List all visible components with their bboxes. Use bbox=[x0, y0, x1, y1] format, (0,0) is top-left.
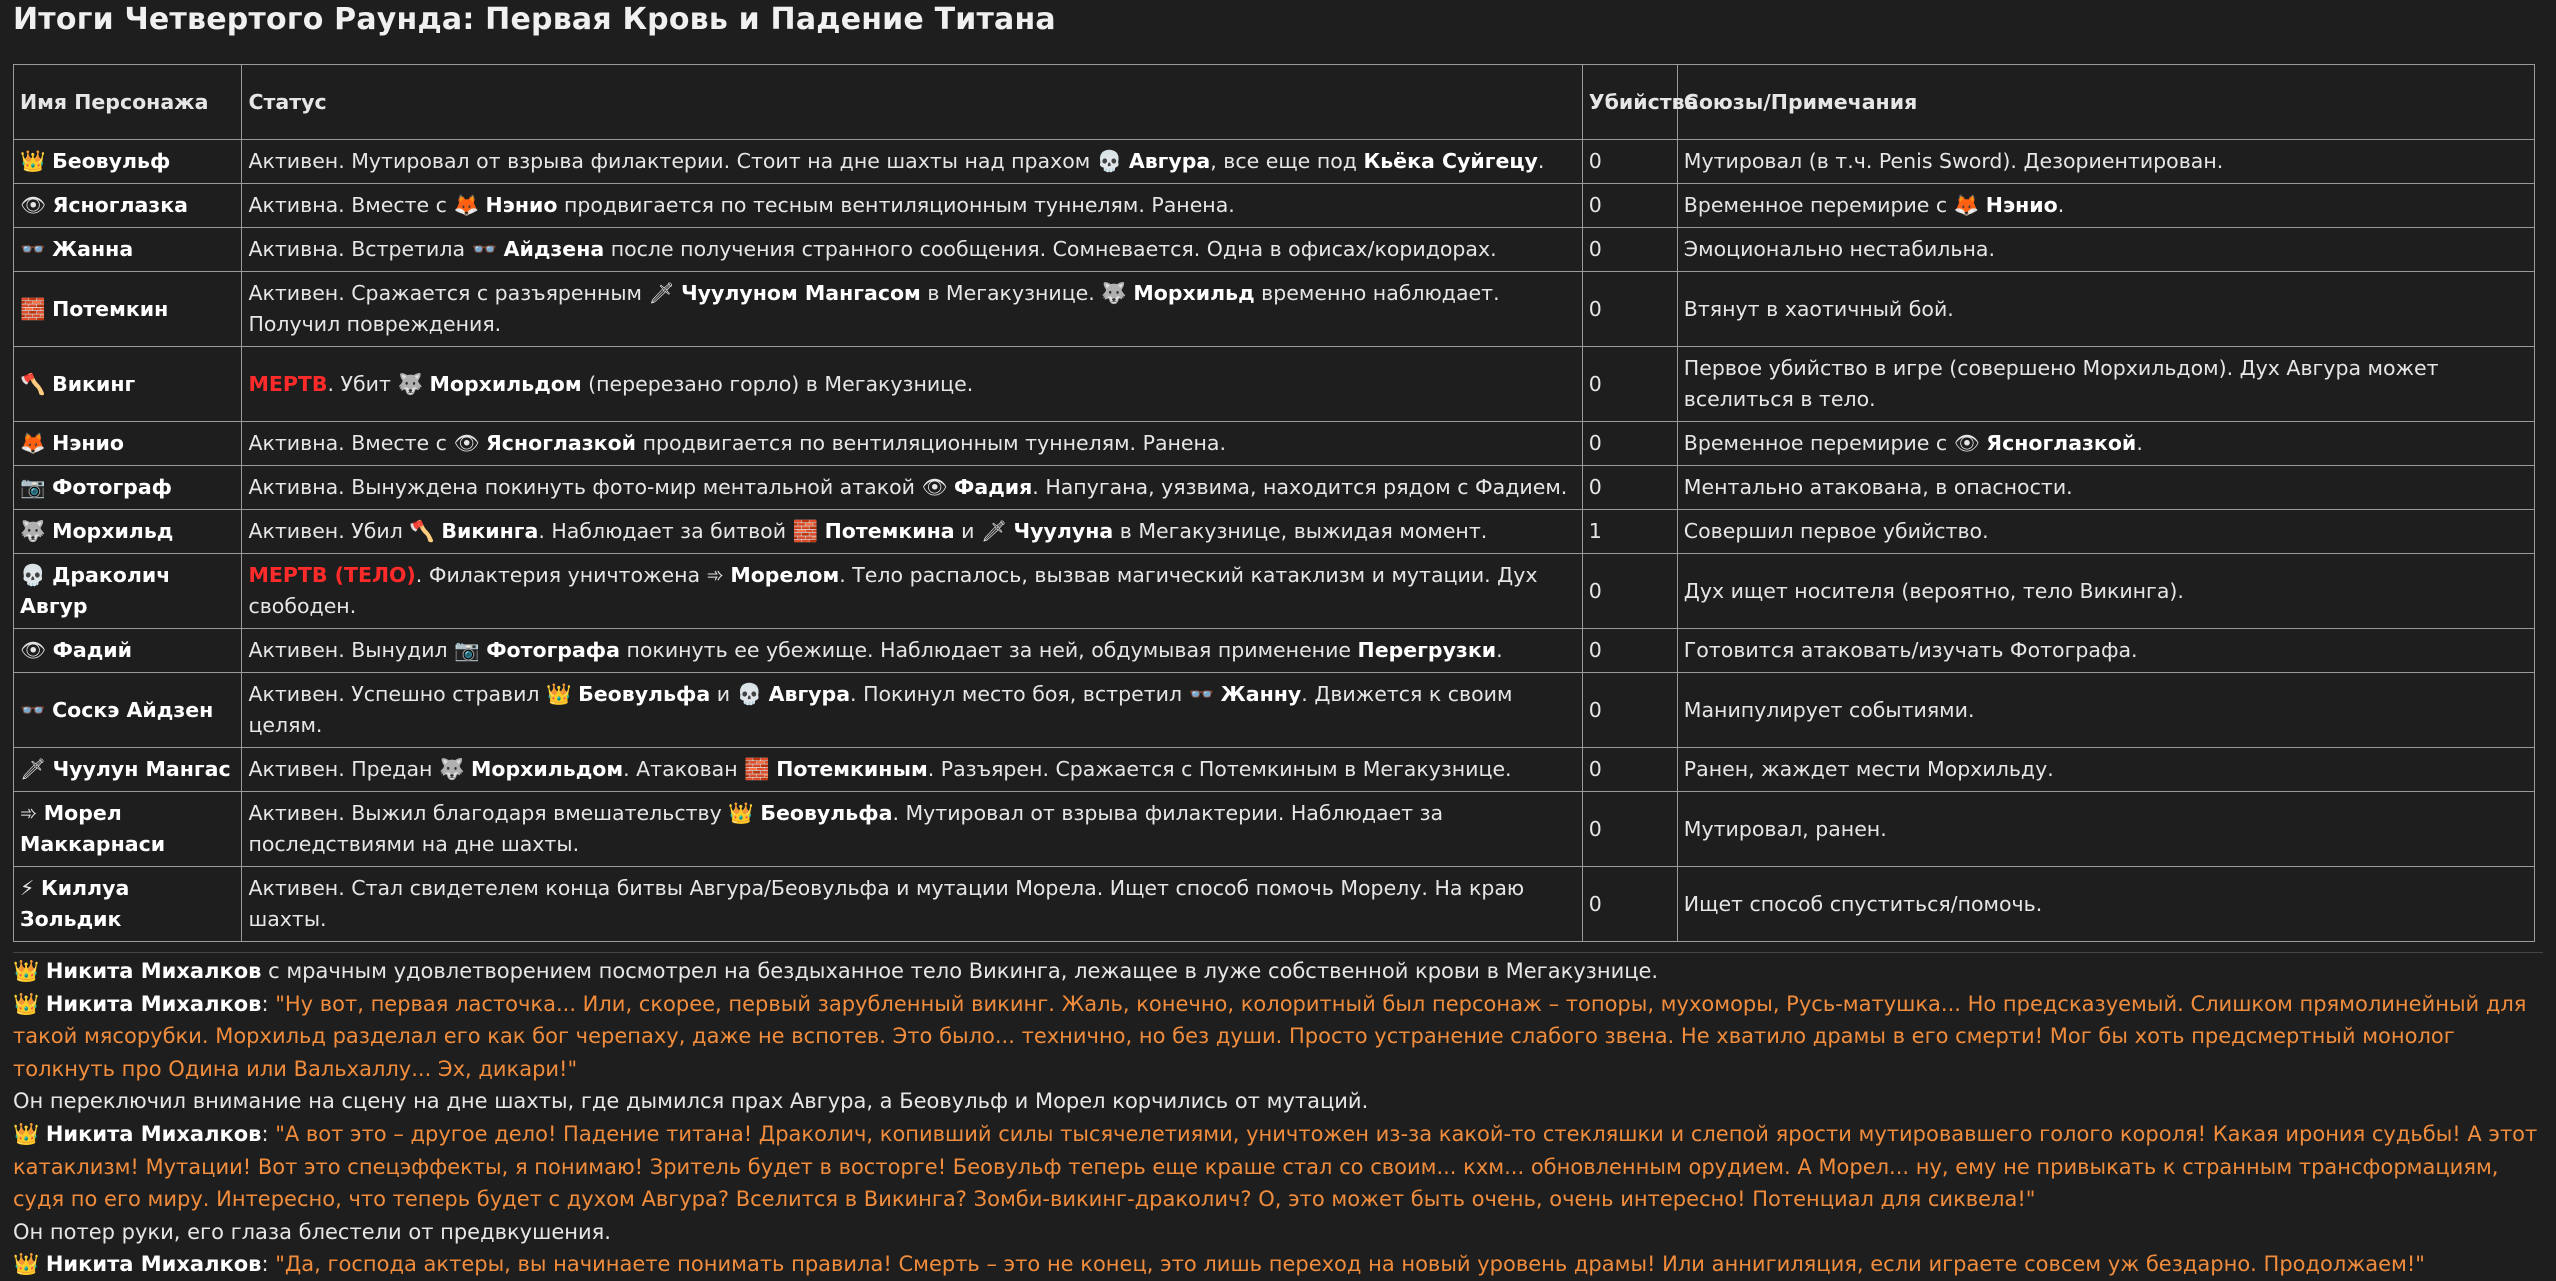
text-segment: . Движется к своим целям. bbox=[248, 682, 1513, 737]
status-cell bbox=[242, 510, 1582, 554]
text-segment: , все еще под bbox=[1210, 149, 1364, 173]
text-segment: 📷 bbox=[454, 638, 487, 662]
character-name: Фадий bbox=[52, 638, 133, 662]
kills-cell: 0 bbox=[1582, 272, 1677, 347]
text-segment: Дух ищет носителя (вероятно, тело Викинга). bbox=[1683, 578, 2184, 603]
text-segment: Активен. Предан bbox=[248, 757, 439, 781]
character-cell bbox=[14, 748, 242, 792]
status-cell bbox=[242, 272, 1582, 347]
text-segment: и bbox=[710, 682, 737, 706]
bold-ref: Чуулуном Мангасом bbox=[681, 281, 921, 305]
chat-log bbox=[13, 952, 2543, 1281]
notes-cell bbox=[1677, 554, 2534, 629]
bold-ref: Нэнио bbox=[485, 193, 558, 217]
text-segment: 🦊 bbox=[1953, 193, 1986, 217]
header-notes: Союзы/Примечания bbox=[1677, 65, 2534, 140]
text-segment: продвигается по тесным вентиляционным туннелям. Ранена. bbox=[557, 193, 1235, 217]
text-segment: 🐺 bbox=[397, 371, 430, 396]
kills-cell: 0 bbox=[1582, 748, 1677, 792]
speech-text: "Ну вот, первая ласточка... Или, скорее, первый зарубленный викинг. Жаль, конечно, колоритный был персонаж – топоры, мухоморы, Русь-матушка... Но предсказуемый. Слишком прямолинейный для такой мясорубки. Морхильд разделал его как бог черепаху, даже не вспотев. Это было... технично, но без души. Просто устранение слабого звена. Не хватило драмы в его смерти! Мог бы хоть предсмертный монолог толкнуть про Одина или Вальхаллу... Эх, дикари!" bbox=[13, 991, 2527, 1081]
character-cell bbox=[14, 629, 242, 673]
kills-cell: 1 bbox=[1582, 510, 1677, 554]
speaker-name: Никита Михалков bbox=[45, 991, 262, 1016]
table-row bbox=[14, 510, 2535, 554]
table-row bbox=[14, 867, 2535, 942]
chat-message: 👑 Никита Михалков: "Ну вот, первая ласточка... Или, скорее, первый зарубленный викинг. Жаль, конечно, колоритный был персонаж – топоры, мухоморы, Русь-матушка... Но предсказуемый. Слишком прямолинейный для такой мясорубки. Морхильд разделал его как бог черепаху, даже не вспотев. Это было... технично, но без души. Просто устранение слабого звена. Не хватило драмы в его смерти! Мог бы хоть предсмертный монолог толкнуть про Одина или Вальхаллу... Эх, дикари!" bbox=[13, 991, 2527, 1081]
status-cell bbox=[242, 228, 1582, 272]
text-segment: 👑 bbox=[546, 682, 579, 706]
table-row bbox=[14, 673, 2535, 748]
character-icon: 🦊 bbox=[20, 431, 46, 455]
notes-cell bbox=[1677, 673, 2534, 748]
status-cell bbox=[242, 347, 1582, 422]
text-segment: . Атакован bbox=[623, 757, 745, 781]
text-segment: Временное перемирие с bbox=[1683, 431, 1954, 455]
table-row bbox=[14, 554, 2535, 629]
status-cell bbox=[242, 629, 1582, 673]
character-cell bbox=[14, 510, 242, 554]
character-cell bbox=[14, 184, 242, 228]
kills-cell: 0 bbox=[1582, 867, 1677, 942]
character-name: Киллуа Зольдик bbox=[20, 876, 130, 931]
text-segment: Ищет способ спуститься/помочь. bbox=[1683, 891, 2043, 916]
table-row bbox=[14, 184, 2535, 228]
notes-cell bbox=[1677, 347, 2534, 422]
character-cell bbox=[14, 673, 242, 748]
kills-cell: 0 bbox=[1582, 140, 1677, 184]
text-segment: Мутировал (в т.ч. Penis Sword). Дезориентирован. bbox=[1683, 149, 2224, 173]
bold-ref: Кьёка Суйгецу bbox=[1363, 149, 1538, 173]
text-segment: . Наблюдает за битвой bbox=[538, 519, 793, 543]
character-icon: 👑 bbox=[20, 149, 46, 173]
narration-text: Он переключил внимание на сцену на дне шахты, где дымился прах Авгура, а Беовульф и Морел корчились от мутаций. bbox=[13, 1089, 1369, 1114]
character-name: Беовульф bbox=[52, 149, 171, 173]
text-segment: . bbox=[1537, 149, 1545, 173]
kills-cell: 0 bbox=[1582, 792, 1677, 867]
notes-cell bbox=[1677, 792, 2534, 867]
character-icon: 🪓 bbox=[20, 371, 46, 396]
header-kills: Убийства bbox=[1582, 65, 1677, 140]
character-name: Викинг bbox=[52, 371, 136, 396]
character-name: Ясноглазка bbox=[52, 193, 188, 217]
character-cell bbox=[14, 140, 242, 184]
text-segment: . Филактерия уничтожена bbox=[415, 563, 707, 587]
character-name: Морел Маккарнаси bbox=[20, 801, 166, 856]
divider bbox=[13, 952, 2543, 953]
character-cell bbox=[14, 466, 242, 510]
bold-ref: Морхильд bbox=[1133, 281, 1255, 305]
character-icon: 🗡 bbox=[20, 757, 47, 781]
text-segment: Эмоционально нестабильна. bbox=[1683, 237, 1995, 261]
bold-ref: Морхильдом bbox=[470, 757, 624, 781]
notes-cell bbox=[1677, 867, 2534, 942]
text-segment: 💀 bbox=[736, 682, 769, 706]
kills-cell: 0 bbox=[1582, 673, 1677, 748]
results-table bbox=[13, 64, 2535, 942]
text-segment: и bbox=[954, 519, 981, 543]
text-segment: ➾ bbox=[706, 563, 731, 587]
character-icon: 👁 bbox=[20, 193, 47, 217]
character-cell bbox=[14, 228, 242, 272]
table-row bbox=[14, 629, 2535, 673]
bold-ref: Перегрузки bbox=[1357, 638, 1497, 662]
character-cell bbox=[14, 422, 242, 466]
text-segment: временно наблюдает. Получил повреждения. bbox=[248, 281, 1500, 336]
character-cell bbox=[14, 554, 242, 629]
speech-text: "А вот это – другое дело! Падение титана! Драколич, копивший силы тысячелетиями, уничтожен из-за какой-то стекляшки и слепой ярости мутировавшего голого короля! Какая ирония судьбы! А этот катаклизм! Мутации! Вот это спецэффекты, я понимаю! Зритель будет в восторге! Беовульф теперь еще краше стал со своим... кхм... обновленным орудием. А Морел... ну, ему не привыкать к странным трансформациям, судя по его миру. Интересно, что теперь будет с духом Авгура? Вселится в Викинга? Зомби-викинг-драколич? О, это может быть очень, очень интересно! Потенциал для сиквела!" bbox=[13, 1121, 2538, 1212]
status-cell bbox=[242, 554, 1582, 629]
text-segment: Активен. Мутировал от взрыва филактерии. Стоит на дне шахты над прахом bbox=[248, 149, 1097, 173]
text-segment: Временное перемирие с bbox=[1683, 193, 1954, 217]
speaker-name: Никита Михалков bbox=[45, 1121, 262, 1146]
character-cell bbox=[14, 792, 242, 867]
text-segment: 👁 bbox=[921, 475, 955, 499]
text-segment: 🧱 bbox=[792, 519, 825, 543]
text-segment: в Мегакузнице. bbox=[920, 281, 1102, 305]
bold-ref: Ясноглазкой bbox=[1986, 431, 2137, 455]
text-segment: . Разъярен. Сражается с Потемкиным в Мегакузнице. bbox=[927, 757, 1512, 781]
character-icon: 🧱 bbox=[20, 296, 46, 321]
chat-message bbox=[13, 1216, 2543, 1249]
bold-ref: Фадия bbox=[954, 475, 1033, 499]
text-segment: . Покинул место боя, встретил bbox=[850, 682, 1189, 706]
character-icon: ⚡ bbox=[20, 876, 35, 900]
text-segment: (перерезано горло) в Мегакузнице. bbox=[581, 371, 974, 396]
speech-text: "Да, господа актеры, вы начинаете понимать правила! Смерть – это не конец, это лишь переход на новый уровень драмы! Или аннигиляция, если играете совсем уж бездарно. Продолжаем!" bbox=[275, 1252, 2425, 1277]
table-body bbox=[14, 140, 2535, 942]
text-segment: . bbox=[1496, 638, 1503, 662]
bold-ref: Жанну bbox=[1220, 682, 1302, 706]
text-segment: . bbox=[2057, 193, 2065, 217]
text-segment: 🗡 bbox=[981, 519, 1014, 543]
status-cell bbox=[242, 673, 1582, 748]
text-segment: 👓 bbox=[471, 237, 504, 261]
bold-ref: Ясноглазкой bbox=[486, 431, 637, 455]
text-segment: 🐺 bbox=[1101, 281, 1134, 305]
status-cell bbox=[242, 184, 1582, 228]
dead-status: МЕРТВ bbox=[248, 371, 328, 396]
bold-ref: Нэнио bbox=[1985, 193, 2058, 217]
text-segment: Активен. Сражается с разъяренным bbox=[248, 281, 649, 305]
page-title: Итоги Четвертого Раунда: Первая Кровь и Падение Титана bbox=[13, 2, 1056, 37]
table-row bbox=[14, 228, 2535, 272]
text-segment: 👁 bbox=[1953, 431, 1987, 455]
chat-message bbox=[13, 955, 2543, 988]
character-name: Соскэ Айдзен bbox=[52, 697, 214, 722]
character-icon: 👓 bbox=[20, 237, 46, 261]
character-icon: 👓 bbox=[20, 697, 46, 722]
bold-ref: Айдзена bbox=[503, 237, 605, 261]
header-status: Статус bbox=[242, 65, 1582, 140]
character-name: Драколич Авгур bbox=[20, 563, 171, 618]
character-icon: ➾ bbox=[20, 801, 38, 825]
text-segment: Ментально атакована, в опасности. bbox=[1683, 475, 2073, 499]
text-segment: Активен. Убил bbox=[248, 519, 410, 543]
kills-cell: 0 bbox=[1582, 228, 1677, 272]
crown-icon: 👑 bbox=[13, 959, 40, 983]
table-row bbox=[14, 792, 2535, 867]
character-cell bbox=[14, 272, 242, 347]
table-row bbox=[14, 466, 2535, 510]
text-segment: Активен. Выжил благодаря вмешательству bbox=[248, 801, 729, 825]
kills-cell: 0 bbox=[1582, 184, 1677, 228]
table-header-row bbox=[14, 65, 2535, 140]
text-segment: Активен. Стал свидетелем конца битвы Авгура/Беовульфа и мутации Морела. Ищет способ помочь Морелу. На краю шахты. bbox=[248, 876, 1525, 931]
text-segment: продвигается по вентиляционным туннелям. Ранена. bbox=[636, 431, 1227, 455]
bold-ref: Потемкиным bbox=[776, 757, 928, 781]
status-cell bbox=[242, 422, 1582, 466]
bold-ref: Морелом bbox=[730, 563, 840, 587]
notes-cell bbox=[1677, 184, 2534, 228]
kills-cell: 0 bbox=[1582, 422, 1677, 466]
text-segment: . Мутировал от взрыва филактерии. Наблюдает за последствиями на дне шахты. bbox=[248, 801, 1444, 856]
text-segment: Активна. Встретила bbox=[248, 237, 472, 261]
bold-ref: Беовульфа bbox=[760, 801, 893, 825]
status-cell bbox=[242, 867, 1582, 942]
text-segment: после получения странного сообщения. Сомневается. Одна в офисах/коридорах. bbox=[604, 237, 1497, 261]
text-segment: . Убит bbox=[327, 371, 398, 396]
notes-cell bbox=[1677, 748, 2534, 792]
text-segment: 🧱 bbox=[744, 757, 777, 781]
character-name: Чуулун Мангас bbox=[52, 757, 231, 781]
crown-icon: 👑 bbox=[13, 1121, 40, 1146]
text-segment: Втянут в хаотичный бой. bbox=[1683, 296, 1954, 321]
text-segment: Манипулирует событиями. bbox=[1683, 697, 1975, 722]
text-segment: 🦊 bbox=[453, 193, 486, 217]
text-segment: 🗡 bbox=[648, 281, 682, 305]
text-segment: Готовится атаковать/изучать Фотографа. bbox=[1683, 638, 2138, 662]
chat-message: 👑 Никита Михалков: "Да, господа актеры, вы начинаете понимать правила! Смерть – это не конец, это лишь переход на новый уровень драмы! Или аннигиляция, если играете совсем уж бездарно. Продолжаем!" bbox=[13, 1252, 2425, 1277]
bold-ref: Потемкина bbox=[824, 519, 955, 543]
text-segment: 👁 bbox=[453, 431, 487, 455]
text-segment: Первое убийство в игре (совершено Морхильдом). Дух Авгура может вселиться в тело. bbox=[1683, 356, 2439, 411]
text-segment: Совершил первое убийство. bbox=[1683, 519, 1989, 543]
text-segment: Мутировал, ранен. bbox=[1683, 816, 1887, 841]
text-segment: 💀 bbox=[1096, 149, 1129, 173]
dead-status: МЕРТВ (ТЕЛО) bbox=[248, 563, 416, 587]
character-icon: 📷 bbox=[20, 475, 46, 499]
bold-ref: Чуулуна bbox=[1013, 519, 1114, 543]
character-name: Нэнио bbox=[52, 431, 124, 455]
status-cell bbox=[242, 466, 1582, 510]
table-row bbox=[14, 422, 2535, 466]
text-segment: . bbox=[2136, 431, 2143, 455]
table-row bbox=[14, 272, 2535, 347]
text-segment: Активна. Вместе с bbox=[248, 431, 454, 455]
notes-cell bbox=[1677, 228, 2534, 272]
bold-ref: Викинга bbox=[441, 519, 539, 543]
table-row bbox=[14, 748, 2535, 792]
status-cell bbox=[242, 140, 1582, 184]
kills-cell: 0 bbox=[1582, 554, 1677, 629]
chat-message bbox=[13, 1085, 2543, 1118]
notes-cell bbox=[1677, 422, 2534, 466]
narration-text: с мрачным удовлетворением посмотрел на бездыханное тело Викинга, лежащее в луже собственной крови в Мегакузнице. bbox=[261, 959, 1659, 983]
header-name: Имя Персонажа bbox=[14, 65, 242, 140]
narration-text: Он потер руки, его глаза блестели от предвкушения. bbox=[13, 1219, 611, 1244]
text-segment: покинуть ее убежище. Наблюдает за ней, обдумывая применение bbox=[619, 638, 1358, 662]
kills-cell: 0 bbox=[1582, 347, 1677, 422]
table-row bbox=[14, 347, 2535, 422]
kills-cell: 0 bbox=[1582, 629, 1677, 673]
bold-ref: Фотографа bbox=[486, 638, 620, 662]
table-row bbox=[14, 140, 2535, 184]
notes-cell bbox=[1677, 510, 2534, 554]
text-segment: . Напугана, уязвима, находится рядом с Фадием. bbox=[1032, 475, 1568, 499]
text-segment: 🐺 bbox=[438, 757, 471, 781]
text-segment: 👑 bbox=[728, 801, 761, 825]
character-icon: 🐺 bbox=[20, 519, 46, 543]
text-segment: 👓 bbox=[1188, 682, 1221, 706]
text-segment: в Мегакузнице, выжидая момент. bbox=[1113, 519, 1488, 543]
text-segment: Активна. Вместе с bbox=[248, 193, 454, 217]
crown-icon: 👑 bbox=[13, 991, 40, 1016]
bold-ref: Беовульфа bbox=[578, 682, 711, 706]
text-segment: Ранен, жаждет мести Морхильду. bbox=[1683, 757, 2054, 781]
text-segment: . Тело распалось, вызвав магический катаклизм и мутации. Дух свободен. bbox=[248, 563, 1538, 618]
kills-cell: 0 bbox=[1582, 466, 1677, 510]
text-segment: 🪓 bbox=[409, 519, 442, 543]
character-name: Потемкин bbox=[52, 296, 169, 321]
character-icon: 💀 bbox=[20, 563, 46, 587]
bold-ref: Морхильдом bbox=[429, 371, 582, 396]
bold-ref: Авгура bbox=[768, 682, 851, 706]
character-name: Морхильд bbox=[52, 519, 174, 543]
character-icon: 👁 bbox=[20, 638, 47, 662]
chat-message: 👑 Никита Михалков: "А вот это – другое дело! Падение титана! Драколич, копивший силы тысячелетиями, уничтожен из-за какой-то стекляшки и слепой ярости мутировавшего голого короля! Какая ирония судьбы! А этот катаклизм! Мутации! Вот это спецэффекты, я понимаю! Зритель будет в восторге! Беовульф теперь еще краше стал со своим... кхм... обновленным орудием. А Морел... ну, ему не привыкать к странным трансформациям, судя по его миру. Интересно, что теперь будет с духом Авгура? Вселится в Викинга? Зомби-викинг-драколич? О, это может быть очень, очень интересно! Потенциал для сиквела!" bbox=[13, 1121, 2538, 1212]
speaker-name: Никита Михалков bbox=[45, 959, 262, 983]
notes-cell bbox=[1677, 272, 2534, 347]
crown-icon: 👑 bbox=[13, 1252, 40, 1277]
notes-cell bbox=[1677, 466, 2534, 510]
speaker-name: Никита Михалков bbox=[45, 1252, 262, 1277]
text-segment: Активен. Вынудил bbox=[248, 638, 455, 662]
character-name: Фотограф bbox=[52, 475, 172, 499]
notes-cell bbox=[1677, 140, 2534, 184]
text-segment: Активна. Вынуждена покинуть фото-мир ментальной атакой bbox=[248, 475, 922, 499]
character-cell bbox=[14, 867, 242, 942]
bold-ref: Авгура bbox=[1128, 149, 1211, 173]
character-name: Жанна bbox=[52, 237, 134, 261]
text-segment: Активен. Успешно стравил bbox=[248, 682, 547, 706]
status-cell bbox=[242, 748, 1582, 792]
status-cell bbox=[242, 792, 1582, 867]
notes-cell bbox=[1677, 629, 2534, 673]
character-cell bbox=[14, 347, 242, 422]
